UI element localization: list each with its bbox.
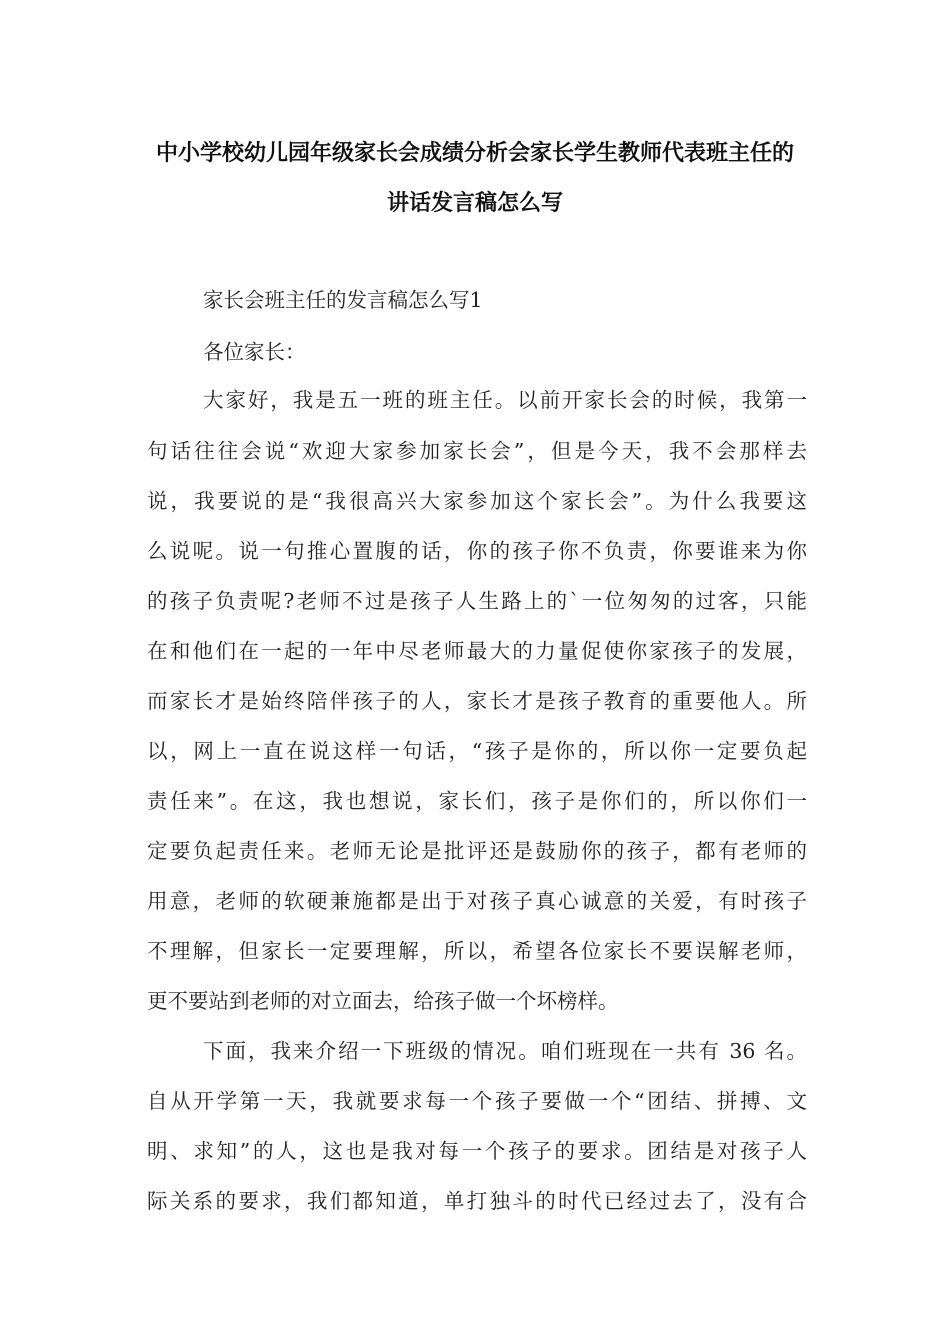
paragraph-1-line: 大家好，我是五一班的班主任。以前开家长会的时候，我第一 xyxy=(203,388,807,412)
paragraph-1-line: 以，网上一直在说这样一句话，“孩子是你的，所以你一定要负起 xyxy=(147,739,807,763)
document-title-line-2: 讲话发言稿怎么写 xyxy=(386,191,563,216)
paragraph-2-line: 际关系的要求，我们都知道，单打独斗的时代已经过去了，没有合 xyxy=(147,1189,807,1213)
paragraph-1-line: 句话往往会说“欢迎大家参加家长会”，但是今天，我不会那样去 xyxy=(147,439,807,463)
paragraph-1-line: 么说呢。说一句推心置腹的话，你的孩子你不负责，你要谁来为你 xyxy=(147,539,807,563)
paragraph-2-line: 自从开学第一天，我就要求每一个孩子要做一个“团结、拼搏、文 xyxy=(147,1089,807,1113)
paragraph-1-line: 定要负起责任来。老师无论是批评还是鼓励你的孩子，都有老师的 xyxy=(147,839,807,863)
paragraph-1-line: 而家长才是始终陪伴孩子的人，家长才是孩子教育的重要他人。所 xyxy=(147,689,807,713)
paragraph-1-line: 责任来”。在这，我也想说，家长们，孩子是你们的，所以你们一 xyxy=(147,789,807,813)
paragraph-2-line: 明、求知”的人，这也是我对每一个孩子的要求。团结是对孩子人 xyxy=(147,1139,807,1163)
paragraph-2-line: 下面，我来介绍一下班级的情况。咱们班现在一共有 36 名。 xyxy=(203,1039,807,1063)
paragraph-1-line: 用意，老师的软硬兼施都是出于对孩子真心诚意的关爱，有时孩子 xyxy=(147,889,807,913)
paragraph-1-line: 在和他们在一起的一年中尽老师最大的力量促使你家孩子的发展， xyxy=(147,639,807,663)
salutation: 各位家长： xyxy=(203,340,306,364)
paragraph-1-line: 说，我要说的是“我很高兴大家参加这个家长会”。为什么我要这 xyxy=(147,489,807,513)
document-title-line-1: 中小学校幼儿园年级家长会成绩分析会家长学生教师代表班主任的 xyxy=(155,141,794,166)
paragraph-1-line: 更不要站到老师的对立面去，给孩子做一个坏榜样。 xyxy=(147,989,619,1013)
subheading: 家长会班主任的发言稿怎么写1 xyxy=(203,288,483,312)
paragraph-1-line: 不理解，但家长一定要理解，所以，希望各位家长不要误解老师， xyxy=(147,939,807,963)
paragraph-1-line: 的孩子负责呢?老师不过是孩子人生路上的`一位匆匆的过客，只能 xyxy=(147,589,807,613)
